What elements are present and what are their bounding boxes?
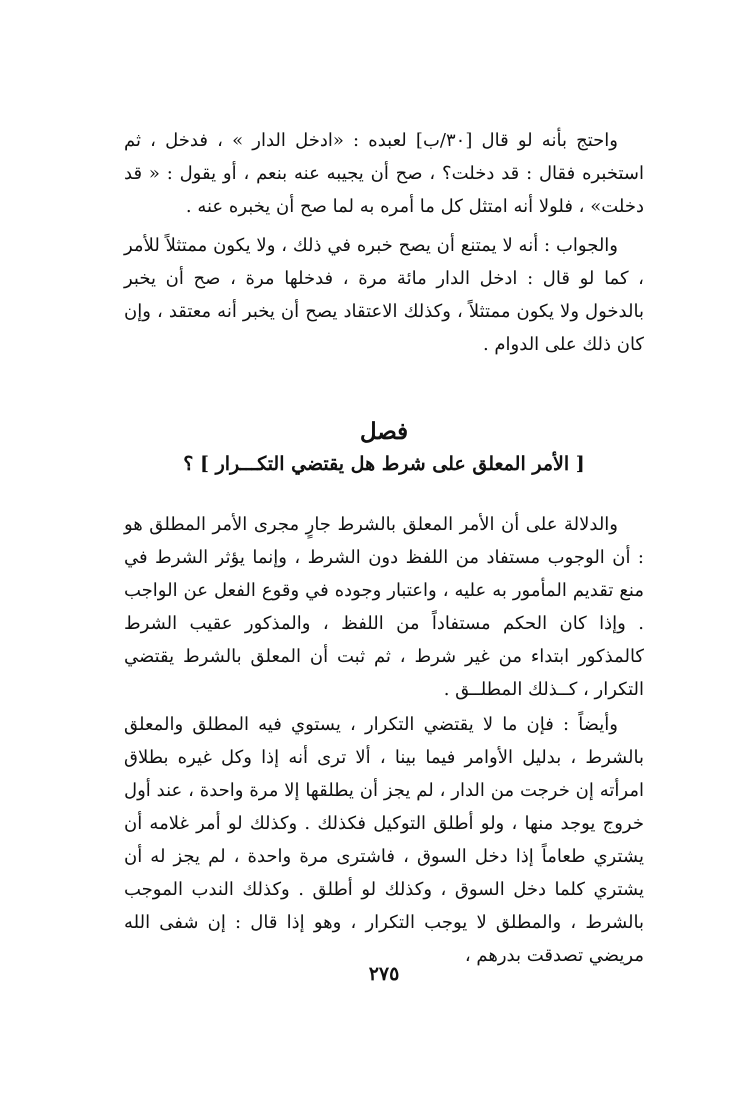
- page-number: ٢٧٥: [368, 963, 400, 985]
- paragraph-additional-evidence: [124, 708, 644, 972]
- paragraph-text: واحتج بأنه لو قال [٣٠/ب] لعبده : «ادخل الدار » ، فدخل ، ثم استخبره فقال : قد دخلت؟ ، صح أن يجيبه عنه بنعم ، أو يقول : « قد دخلت» ، فلولا أنه امتثل كل ما أمره به لما صح أن يخبره عنه .: [124, 130, 644, 217]
- paragraph-text: والدلالة على أن الأمر المعلق بالشرط جارٍ مجرى الأمر المطلق هو : أن الوجوب مستفاد من اللفظ دون الشرط ، وإنما يؤثر الشرط في منع تقديم المأمور به عليه ، واعتبار وجوده في وقوع الفعل عن الواجب . وإذا كان الحكم مستفاداً من اللفظ ، والمذكور عقيب الشرط كالمذكور ابتداء من غير شرط ، ثم ثبت أن المعلق بالشرط يقتضي التكرار ، كــذلك المطلــق .: [124, 514, 644, 700]
- paragraph-answer: [124, 229, 644, 361]
- paragraph-argument: [124, 124, 644, 223]
- section-heading: فصل: [359, 418, 409, 445]
- paragraph-text: والجواب : أنه لا يمتنع أن يصح خبره في ذلك ، ولا يكون ممتثلاً للأمر ، كما لو قال : ادخل الدار مائة مرة ، فدخلها مرة ، صح أن يخبر بالدخول ولا يكون ممتثلاً ، وكذلك الاعتقاد يصح أن يخبر أنه معتقد ، وإن كان ذلك على الدوام .: [124, 235, 644, 355]
- paragraph-text: وأيضاً : فإن ما لا يقتضي التكرار ، يستوي فيه المطلق والمعلق بالشرط ، بدليل الأوامر فيما بينا ، ألا ترى أنه إذا وكل غيره بطلاق امرأته إن خرجت من الدار ، لم يجز أن يطلقها إلا مرة واحدة ، عند أول خروج يوجد منها ، ولو أطلق التوكيل فكذلك . وكذلك لو أمر غلامه أن يشتري طعاماً إذا دخل السوق ، فاشترى مرة واحدة ، لم يجز له أن يشتري كلما دخل السوق ، وكذلك لو أطلق . وكذلك الندب الموجب بالشرط ، والمطلق لا يوجب التكرار ، وهو إذا قال : إن شفى الله مريضي تصدقت بدرهم ،: [124, 714, 644, 966]
- paragraph-evidence: [124, 508, 644, 706]
- section-subtitle: [ الأمر المعلق على شرط هل يقتضي التكـــرار ] ؟: [183, 453, 585, 475]
